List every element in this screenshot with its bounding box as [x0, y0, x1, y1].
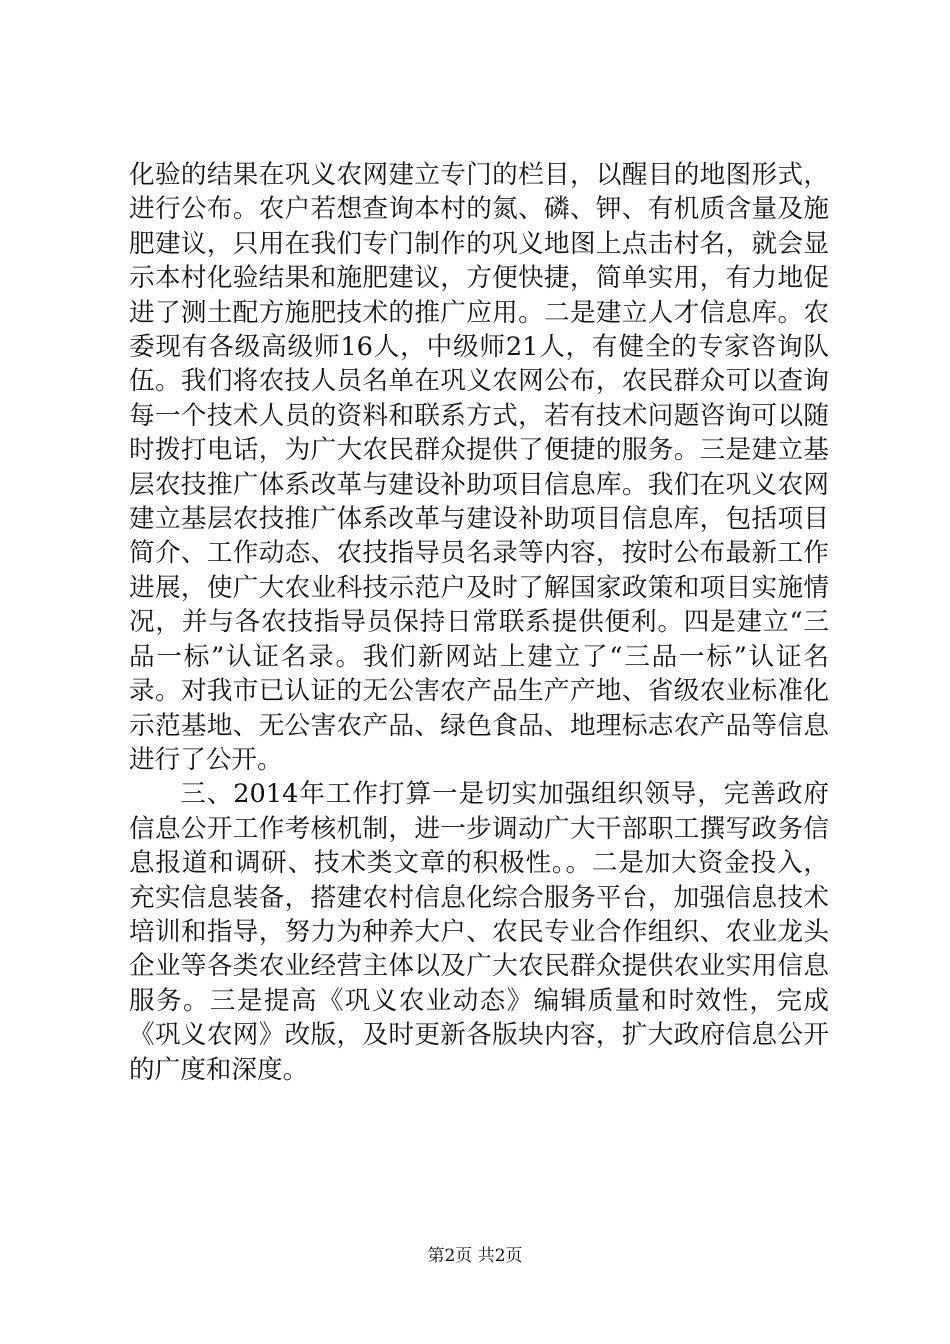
- document-body: [129, 158, 829, 1087]
- page-footer: 第2页 共2页: [427, 1246, 523, 1266]
- paragraph-1: 化验的结果在巩义农网建立专门的栏目，以醒目的地图形式，进行公布。农户若想查询本村的氮、磷、钾、有机质含量及施肥建议，只用在我们专门制作的巩义地图上点击村名，就会显示本村化验结果和施肥建议，方便快捷，简单实用，有力地促进了测土配方施肥技术的推广应用。二是建立人才信息库。农委现有各级高级师16人，中级师21人，有健全的专家咨询队伍。我们将农技人员名单在巩义农网公布，农民群众可以查询每一个技术人员的资料和联系方式，若有技术问题咨询可以随时拨打电话，为广大农民群众提供了便捷的服务。三是建立基层农技推广体系改革与建设补助项目信息库。我们在巩义农网建立基层农技推广体系改革与建设补助项目信息库，包括项目简介、工作动态、农技指导员名录等内容，按时公布最新工作进展，使广大农业科技示范户及时了解国家政策和项目实施情况，并与各农技指导员保持日常联系提供便利。四是建立“三品一标”认证名录。我们新网站上建立了“三品一标”认证名录。对我市已认证的无公害农产品生产产地、省级农业标准化示范基地、无公害农产品、绿色食品、地理标志农产品等信息进行了公开。: [129, 160, 829, 775]
- paragraph-2: 三、2014年工作打算一是切实加强组织领导，完善政府信息公开工作考核机制，进一步调动广大干部职工撰写政务信息报道和调研、技术类文章的积极性。。二是加大资金投入，充实信息装备，搭建农村信息化综合服务平台，加强信息技术培训和指导，努力为种养大户、农民专业合作组织、农业龙头企业等各类农业经营主体以及广大农民群众提供农业实用信息服务。三是提高《巩义农业动态》编辑质量和时效性，完成《巩义农网》改版，及时更新各版块内容，扩大政府信息公开的广度和深度。: [129, 779, 829, 1085]
